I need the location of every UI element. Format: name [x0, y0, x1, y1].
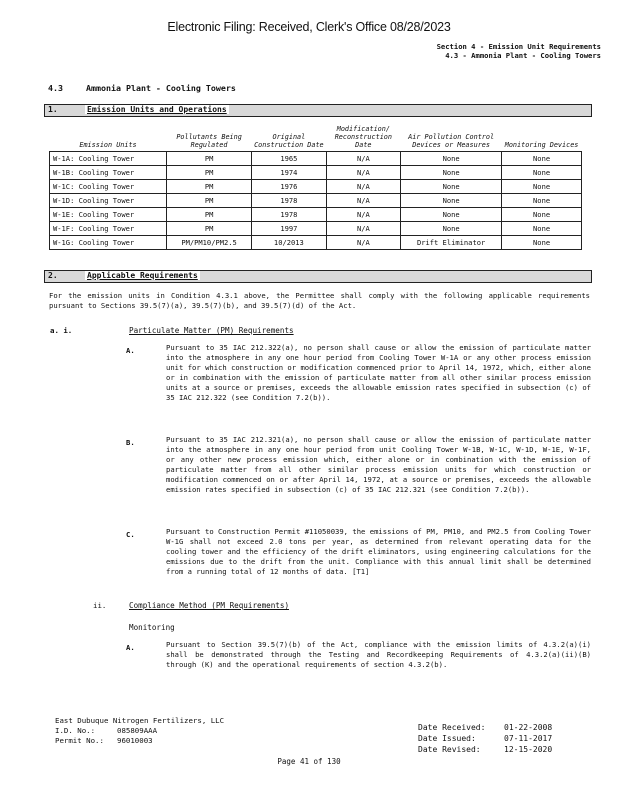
- cell-control: None: [401, 152, 502, 166]
- cell-construction: 10/2013: [252, 236, 326, 250]
- cell-monitoring: None: [502, 236, 582, 250]
- monitor-item-label: A.: [126, 643, 135, 652]
- table-row: [50, 180, 582, 194]
- cell-monitoring: None: [502, 152, 582, 166]
- footer-right: [418, 722, 552, 755]
- cell-unit: W-1C: Cooling Tower: [50, 180, 167, 194]
- monitoring-heading: Monitoring: [129, 623, 175, 632]
- cell-control: None: [401, 180, 502, 194]
- permit-value: 96010003: [117, 736, 153, 745]
- table-row: [50, 222, 582, 236]
- cell-construction: 1976: [252, 180, 326, 194]
- cell-monitoring: None: [502, 180, 582, 194]
- cell-modification: N/A: [326, 222, 400, 236]
- cell-pollutant: PM: [167, 180, 252, 194]
- monitor-item-text: Pursuant to Section 39.5(7)(b) of the Act, compliance with the emission limits of 4.3.2(a)(i) shall be demonstrated through the Testing and Recordkeeping Requirements of 4.3.2(a)(ii)(B) through (K) and the operational requirements of section 4.3.2(b).: [166, 640, 591, 669]
- col-construction-date: Original Construction Date: [254, 133, 324, 149]
- cell-construction: 1978: [252, 194, 326, 208]
- issued-value: 07-11-2017: [504, 734, 553, 743]
- cell-monitoring: None: [502, 166, 582, 180]
- received-value: 01-22-2008: [504, 723, 553, 732]
- band-number: 2.: [48, 271, 58, 280]
- id-value: 085809AAA: [117, 726, 158, 735]
- item-b-text: Pursuant to 35 IAC 212.321(a), no person shall cause or allow the emission of particulate matter into the atmosphere in any one hour period from unit Cooling Tower W-1B, W-1C, W-1D, W-1E, W-1F, or any other new process emission which, either alone or in combination with the emission of particulate matter from all other similar process emission units for which construction or modification commenced on or after April 14, 1972, at a source or premises, exceeds the allowable emission rates specified in subsection (c) of 35 IAC 212.321 (see Condition 7.2(b)).: [166, 435, 591, 494]
- received-row: [418, 722, 552, 733]
- cell-control: Drift Eliminator: [401, 236, 502, 250]
- cell-pollutant: PM/PM10/PM2.5: [167, 236, 252, 250]
- item-c-text: Pursuant to Construction Permit #11050039, the emissions of PM, PM10, and PM2.5 from Cooling Tower W-1G shall not exceed 2.0 tons per year, as determined from relevant operating data for the cooling tower and the efficiency of the drift eliminators, using engineering calculations for the emissions due to the drift from the unit. Compliance with this annual limit shall be determined from a running total of 12 months of data. [T1]: [166, 527, 591, 576]
- cell-control: None: [401, 208, 502, 222]
- table-header-row: [50, 125, 582, 152]
- id-label: I.D. No.:: [55, 726, 96, 735]
- col-modification-date: Modification/ Reconstruction Date: [334, 125, 392, 149]
- cell-modification: N/A: [326, 236, 400, 250]
- section-title: [48, 83, 236, 93]
- compliance-title: Compliance Method (PM Requirements): [129, 601, 290, 610]
- cell-monitoring: None: [502, 208, 582, 222]
- col-control-devices: Air Pollution Control Devices or Measures: [408, 133, 495, 149]
- table-row: [50, 194, 582, 208]
- col-monitoring-devices: Monitoring Devices: [504, 141, 579, 149]
- applicable-requirements-band: [44, 270, 592, 283]
- cell-pollutant: PM: [167, 166, 252, 180]
- section-header: [437, 42, 601, 60]
- section-header-line1: Section 4 - Emission Unit Requirements: [436, 42, 601, 51]
- id-row: [55, 726, 224, 736]
- item-b-label: B.: [126, 438, 135, 447]
- cell-modification: N/A: [326, 166, 400, 180]
- cell-control: None: [401, 222, 502, 236]
- cell-construction: 1965: [252, 152, 326, 166]
- cell-pollutant: PM: [167, 208, 252, 222]
- page-number: Page 41 of 130: [277, 757, 341, 766]
- permit-label: Permit No.:: [55, 736, 104, 745]
- requirement-title: Particulate Matter (PM) Requirements: [129, 326, 294, 335]
- cell-modification: N/A: [326, 194, 400, 208]
- intro-paragraph: For the emission units in Condition 4.3.1 above, the Permittee shall comply with the following applicable requirements pursuant to Sections 39.5(7)(a), 39.5(7)(b), and 39.5(7)(d) of the Act.: [49, 291, 590, 310]
- cell-unit: W-1G: Cooling Tower: [50, 236, 167, 250]
- filing-stamp: Electronic Filing: Received, Clerk's Office 08/28/2023: [167, 20, 451, 34]
- revised-row: [418, 744, 552, 755]
- col-emission-units: Emission Units: [79, 141, 137, 149]
- cell-pollutant: PM: [167, 222, 252, 236]
- cell-unit: W-1F: Cooling Tower: [50, 222, 167, 236]
- permit-row: [55, 736, 224, 746]
- company-name: East Dubuque Nitrogen Fertilizers, LLC: [55, 716, 225, 725]
- cell-modification: N/A: [326, 208, 400, 222]
- band-number: 1.: [48, 105, 58, 114]
- cell-construction: 1974: [252, 166, 326, 180]
- cell-unit: W-1B: Cooling Tower: [50, 166, 167, 180]
- emission-units-table: [49, 125, 582, 250]
- revised-value: 12-15-2020: [504, 745, 553, 754]
- col-pollutants: Pollutants Being Regulated: [176, 133, 242, 149]
- compliance-number: ii.: [93, 601, 107, 610]
- revised-label: Date Revised:: [418, 745, 481, 754]
- issued-row: [418, 733, 552, 744]
- cell-monitoring: None: [502, 222, 582, 236]
- footer-left: [55, 716, 224, 746]
- cell-pollutant: PM: [167, 194, 252, 208]
- table-row: [50, 208, 582, 222]
- item-a-text: Pursuant to 35 IAC 212.322(a), no person shall cause or allow the emission of particulate matter into the atmosphere in any one hour period from Cooling Tower W-1A or any other process emission unit for which construction or modification commenced prior to April 14, 1972, which, either alone or in combination with the emission of particulate matter from all other similar process emission units at a source or premises, exceeds the allowable emission rates specified in subsection (c) of 35 IAC 212.322 (see Condition 7.2(b)).: [166, 343, 591, 402]
- table-row: [50, 236, 582, 250]
- item-c-label: C.: [126, 530, 135, 539]
- emission-units-band: [44, 104, 592, 117]
- cell-unit: W-1D: Cooling Tower: [50, 194, 167, 208]
- cell-modification: N/A: [326, 152, 400, 166]
- cell-construction: 1978: [252, 208, 326, 222]
- received-label: Date Received:: [418, 723, 486, 732]
- cell-modification: N/A: [326, 180, 400, 194]
- table-row: [50, 152, 582, 166]
- cell-unit: W-1E: Cooling Tower: [50, 208, 167, 222]
- band-title: Applicable Requirements: [87, 271, 198, 280]
- section-header-line2: 4.3 - Ammonia Plant - Cooling Towers: [445, 51, 601, 60]
- issued-label: Date Issued:: [418, 734, 476, 743]
- cell-unit: W-1A: Cooling Tower: [50, 152, 167, 166]
- section-title-text: Ammonia Plant - Cooling Towers: [86, 83, 236, 93]
- cell-control: None: [401, 194, 502, 208]
- band-title: Emission Units and Operations: [87, 105, 227, 114]
- cell-control: None: [401, 166, 502, 180]
- requirement-number: a. i.: [50, 326, 73, 335]
- cell-construction: 1997: [252, 222, 326, 236]
- item-a-label: A.: [126, 346, 135, 355]
- table-row: [50, 166, 582, 180]
- cell-monitoring: None: [502, 194, 582, 208]
- section-number: 4.3: [48, 83, 63, 93]
- cell-pollutant: PM: [167, 152, 252, 166]
